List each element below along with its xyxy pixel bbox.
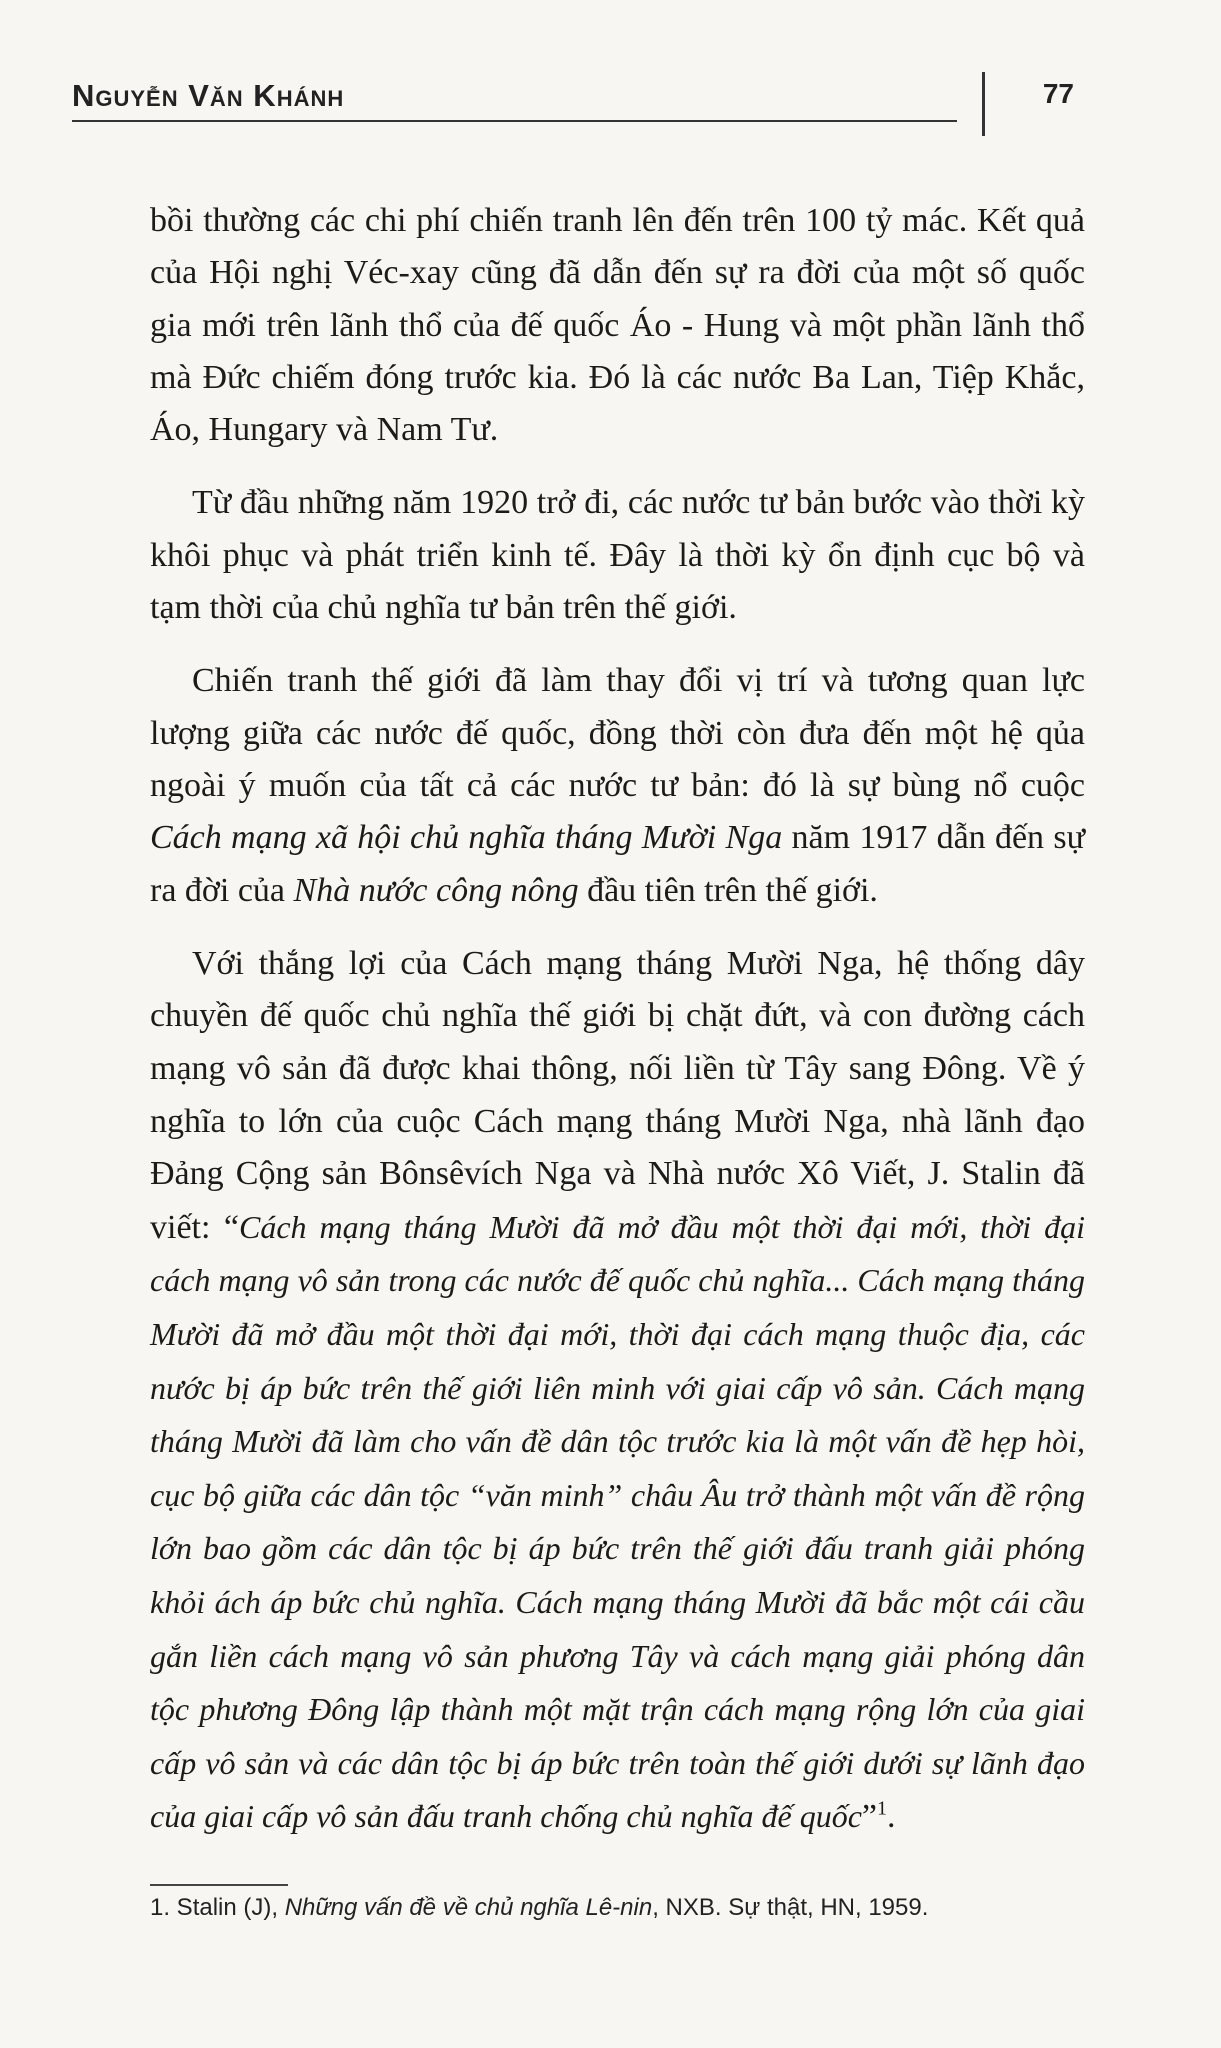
header-rule [72,120,957,122]
footnote-publication: , NXB. Sự thật, HN, 1959. [652,1894,929,1921]
footnote-title: Những vấn đề về chủ nghĩa Lê-nin [284,1894,653,1921]
header-divider [982,72,985,136]
paragraph-4-text: Với thắng lợi của Cách mạng tháng Mười Nga, hệ thống dây chuyền đế quốc chủ nghĩa thế giới bị chặt đứt, và con đường cách mạng vô sản đã được khai thông, nối liền từ Tây sang Đông. Về ý nghĩa to lớn của cuộc Cách mạng tháng Mười Nga, nhà lãnh đạo Đảng Cộng sản Bônsêvích Nga và Nhà nước Xô Viết, J. Stalin đã viết: “ [150,944,1085,1246]
paragraph-1 [150,195,1085,456]
paragraph-4 [150,938,1085,1844]
page-number: 77 [1042,78,1074,109]
paragraph-3-italic-revolution: Cách mạng xã hội chủ nghĩa tháng Mười Nga [150,819,783,857]
running-head-author: Nguyễn Văn Khánh [72,78,345,113]
body-text [150,195,1085,1844]
paragraph-2-text: Từ đầu những năm 1920 trở đi, các nước tư bản bước vào thời kỳ khôi phục và phát triển kinh tế. Đây là thời kỳ ổn định cục bộ và tạm thời của chủ nghĩa tư bản trên thế giới. [150,484,1085,627]
page-header [72,78,1074,128]
footnote [150,1892,1085,1924]
paragraph-3 [150,655,1085,916]
paragraph-3-text-c: đầu tiên trên thế giới. [578,871,878,909]
footnote-number: 1. [150,1894,171,1921]
footnote-author: Stalin (J), [170,1894,285,1921]
stalin-quote: Cách mạng tháng Mười đã mở đầu một thời đại mới, thời đại cách mạng vô sản trong các nước đế quốc chủ nghĩa... Cách mạng tháng Mười đã mở đầu một thời đại mới, thời đại cách mạng thuộc địa, các nước bị áp bức trên thế giới liên minh với giai cấp vô sản. Cách mạng tháng Mười đã làm cho vấn đề dân tộc trước kia là một vấn đề hẹp hòi, cục bộ giữa các dân tộc “văn minh” châu Âu trở thành một vấn đề rộng lớn bao gồm các dân tộc bị áp bức trên thế giới đấu tranh giải phóng khỏi ách áp bức chủ nghĩa. Cách mạng tháng Mười đã bắc một cái cầu gắn liền cách mạng vô sản phương Tây và cách mạng giải phóng dân tộc phương Đông lập thành một mặt trận cách mạng rộng lớn của giai cấp vô sản và các dân tộc bị áp bức trên toàn thế giới dưới sự lãnh đạo của giai cấp vô sản đấu tranh chống chủ nghĩa đế quốc [150,1208,1086,1835]
paragraph-1-text: bồi thường các chi phí chiến tranh lên đến trên 100 tỷ mác. Kết quả của Hội nghị Véc-xay cũng đã dẫn đến sự ra đời của một số quốc gia mới trên lãnh thổ của đế quốc Áo - Hung và một phần lãnh thổ mà Đức chiếm đóng trước kia. Đó là các nước Ba Lan, Tiệp Khắc, Áo, Hungary và Nam Tư. [150,202,1085,449]
footnote-marker[interactable]: 1 [876,1798,887,1821]
quote-close-mark: ” [861,1798,877,1836]
paragraph-4-end: . [886,1798,896,1836]
paragraph-3-text-b: năm 1917 dẫn đến sự ra đời của [150,819,1085,909]
footnote-rule [150,1884,288,1886]
paragraph-3-italic-state: Nhà nước công nông [293,871,579,909]
paragraph-3-text-a: Chiến tranh thế giới đã làm thay đổi vị trí và tương quan lực lượng giữa các nước đế quốc, đồng thời còn đưa đến một hệ qủa ngoài ý muốn của tất cả các nước tư bản: đó là sự bùng nổ cuộc [150,662,1085,804]
paragraph-2 [150,477,1085,634]
